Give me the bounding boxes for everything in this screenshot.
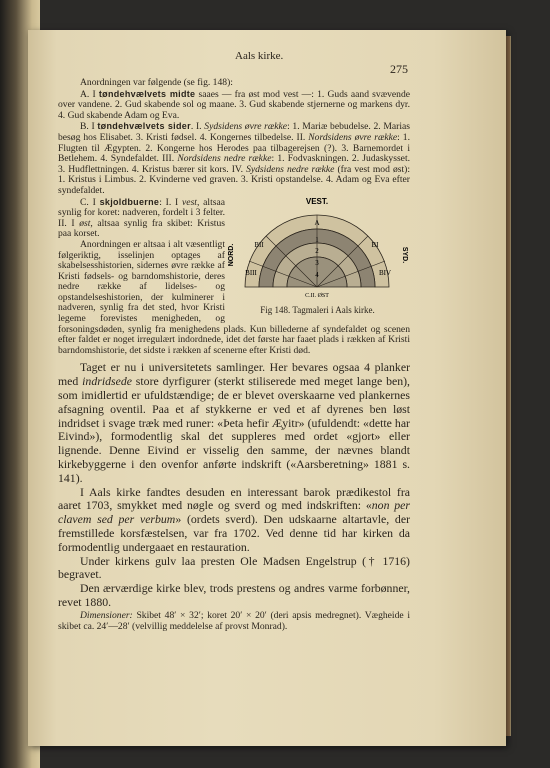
text: » (ordets sverd). Den udskaarne altartavle, der fremstillede korsfæstelsen, var fra 1702. Ved denne tid har kirken da formodentlig undergaaet en restauration. xyxy=(58,512,410,554)
text: C. I xyxy=(80,196,100,208)
paragraph-f xyxy=(58,486,410,555)
italic-text: non per clavem sed per verbum xyxy=(58,498,411,527)
label-syd: SYD. xyxy=(401,246,408,263)
vault-diagram xyxy=(225,195,410,303)
cell-label: BIV xyxy=(378,268,392,277)
text: : 1. Mariæ bebudelse. 2. Marias besøg hos Elisabet. 3. Kristi fødsel. 4. Kongernes tilbedelse. II. xyxy=(58,121,411,143)
paragraph-b xyxy=(58,121,410,196)
text: store dyrfigurer (sterkt stiliserede med meget lange ben), som imidlertid er ufuldstændige; de er blevet overskaarne ved plankernes afsagning oventil. Paa et af stykkerne er ved et af dyrenes ben løst indridset i svage træk med runer: «Þeta hefir Æ̧yitr» (ufuldendt: «dette har Eivind»), formodentlig skal det suppleres med ordet «gjort» eller lignende. Denne Eivind er visselig den samme, der nævnes blandt kirkebyggerne i den ovenfor anførte indskrift («Aarsberetning» 1881 s. 141). xyxy=(58,374,410,485)
figure-148 xyxy=(225,195,410,316)
paragraph-d: Anordningen er altsaa i alt væsentligt følgeriktig, isselinjen optages af skabelsesshistorien, sidernes øvre række af Kristi fødsels- og barndomshistorie, deres nedre række af lidelses- og opstandelseshistorien, der kulminerer i nadveren, synlig fra det sted, hvor Kristi legeme forevistes menigheden, og forsoningsdøden, synlig fra menighedens plads. Kun billederne af syndefaldet og scenen efter faldet er noget irregulært indordnede, idet det første har faaet plads i rækken af Kristi barndomshistorie, det sidste i rækken af scenerne efter Kristi død. xyxy=(58,238,410,356)
text: : 1. Fodvaskningen. 2. Judaskysset. 3. Hudflettningen. 4. Kristus bærer sit kors. IV. xyxy=(58,153,411,175)
italic-text: Dimensioner: xyxy=(80,609,133,621)
text: , altsaa synlig for koret: nadveren, fordelt i 3 felter. II. I xyxy=(58,196,225,229)
italic-text: Nordsidens øvre række xyxy=(308,131,398,143)
spaced-label: skjoldbuerne xyxy=(99,196,160,207)
spaced-label: tøndehvælvets sider xyxy=(97,121,191,132)
italic-text: Sydsidens øvre række xyxy=(204,121,288,133)
cell-label: 4 xyxy=(315,270,319,279)
running-title: Aals kirke. xyxy=(235,50,284,62)
text: . I. xyxy=(190,121,205,133)
italic-text: vest xyxy=(182,196,197,208)
text: (fra vest mod øst): 1. Kristus i Limbus. 2. Kvinderne ved graven. 3. Kristi opstandelse. 4. Adam og Eva efter syndefaldet. xyxy=(58,163,410,196)
figure-caption: Fig 148. Tagmaleri i Aals kirke. xyxy=(260,304,375,315)
cell-label: 3 xyxy=(315,258,319,267)
paragraph-g: Under kirkens gulv laa presten Ole Madsen Engelstrup († 1716) begravet. xyxy=(58,553,410,582)
italic-text: indridsede xyxy=(82,374,132,389)
label-nord: NORD. xyxy=(228,243,235,266)
text: B. I xyxy=(80,121,98,133)
text: Taget er nu i universitetets samlinger. Her bevares ogsaa 4 planker med xyxy=(58,360,410,389)
paragraph-h: Den ærværdige kirke blev, trods prestens og andres varme forbønner, revet 1880. xyxy=(58,581,410,609)
text: : I. I xyxy=(159,196,183,208)
italic-text: Sydsidens nedre række xyxy=(246,163,335,175)
spaced-label: tøndehvælvets midte xyxy=(98,88,196,99)
cell-label: C.II. ØST xyxy=(305,292,329,299)
cell-label: 1 xyxy=(315,235,319,244)
cell-label: BII xyxy=(254,240,264,249)
label-vest: VEST. xyxy=(305,196,329,206)
paragraph-a xyxy=(58,89,410,122)
text: : 1. Flugten til Ægypten. 2. Kongerne hos Herodes paa tilbagerejsen (?). 3. Barnemordet i Betlehem. 4. Syndefaldet. III. xyxy=(58,131,410,165)
text: saaes — fra øst mod vest —: 1. Guds aand svævende over vandene. 2. Gud skabende sol og maane. 3. Gud skabende stjernerne og markens dyr. 4. Gud skabende Adam og Eva. xyxy=(58,88,410,121)
cell-label: A xyxy=(314,218,320,227)
text: I Aals kirke fandtes desuden en interessant barok prædikestol fra aaret 1703, smykket med nøgle og sverd og med indskriften: « xyxy=(58,484,410,513)
text: , altsaa synlig fra skibet: Kristus paa korset. xyxy=(58,217,226,240)
page-number: 275 xyxy=(390,62,408,76)
page-body xyxy=(58,78,410,632)
cell-label: BIII xyxy=(245,268,257,277)
italic-text: Nordsidens nedre række xyxy=(177,153,272,165)
paragraph-intro: Anordningen var følgende (se fig. 148): xyxy=(80,77,233,88)
cell-label: 2 xyxy=(315,246,319,255)
text: A. I xyxy=(80,88,99,100)
text: Skibet 48′ × 32′; koret 20′ × 20′ (deri apsis medregnet). Vægheide i skibet ca. 24′—28′ (velvillig meddelelse af provst Monrad). xyxy=(58,609,410,632)
dimensions-note xyxy=(58,610,410,632)
italic-text: øst xyxy=(79,217,91,229)
cell-label: BI xyxy=(371,240,379,249)
paragraph-e xyxy=(58,361,410,485)
